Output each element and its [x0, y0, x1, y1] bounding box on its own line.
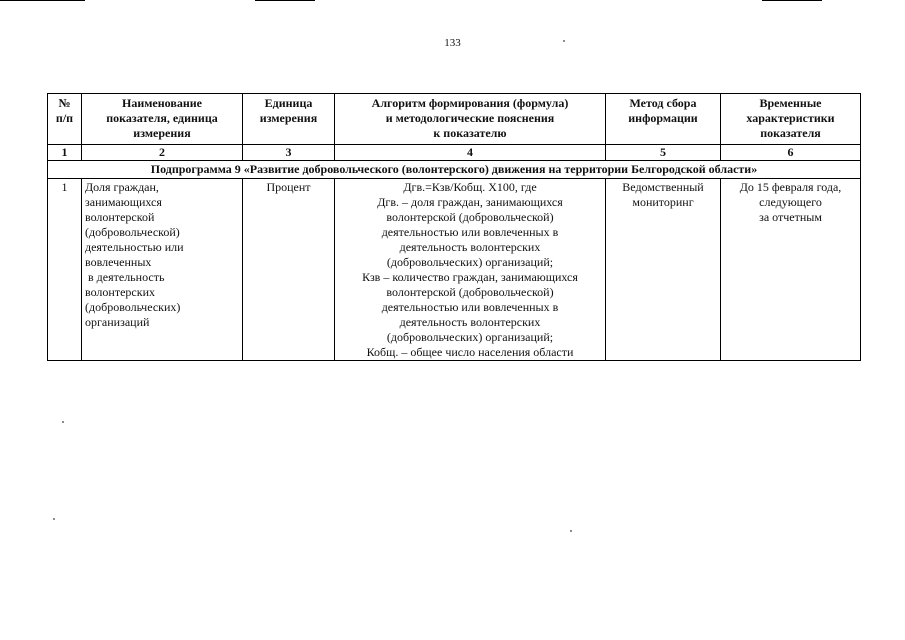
- scan-top-edge-left: [0, 0, 85, 1]
- indicator-method: Ведомственный мониторинг: [606, 179, 721, 361]
- header-timing: Временные характеристики показателя: [721, 94, 861, 145]
- header-method: Метод сбора информации: [606, 94, 721, 145]
- scan-speck: [62, 421, 64, 423]
- scan-speck: [53, 518, 55, 520]
- column-number: 2: [82, 145, 243, 161]
- subprogram-title: Подпрограмма 9 «Развитие добровольческого (волонтерского) движения на территории Белгородской области»: [48, 161, 861, 179]
- indicator-name: Доля граждан, занимающихся волонтерской (добровольческой) деятельностью или вовлеченных в деятельность волонтерских (добровольческих) организаций: [82, 179, 243, 361]
- indicator-algorithm: Дгв.=Кзв/Кобщ. Х100, где Дгв. – доля граждан, занимающихся волонтерской (добровольческой) деятельностью или вовлеченных в деятельность волонтерских (добровольческих) организаций; Кзв – количество граждан, занимающихся волонтерской (добровольческой) деятельностью или вовлеченных в деятельность волонтерских (добровольческих) организаций; Кобщ. – общее число населения области: [335, 179, 606, 361]
- header-algorithm: Алгоритм формирования (формула) и методологические пояснения к показателю: [335, 94, 606, 145]
- column-number: 5: [606, 145, 721, 161]
- page-number: 133: [444, 37, 461, 49]
- header-name: Наименование показателя, единица измерения: [82, 94, 243, 145]
- column-numbers-row: [48, 145, 861, 161]
- row-number: 1: [48, 179, 82, 361]
- column-number: 6: [721, 145, 861, 161]
- scan-top-edge-mid: [255, 0, 315, 1]
- scan-speck: [570, 530, 572, 532]
- column-number: 1: [48, 145, 82, 161]
- scan-top-edge-right: [762, 0, 822, 1]
- indicator-unit: Процент: [243, 179, 335, 361]
- header-num: № п/п: [48, 94, 82, 145]
- indicator-timing: До 15 февраля года, следующего за отчетным: [721, 179, 861, 361]
- indicators-table: [47, 93, 861, 361]
- header-unit: Единица измерения: [243, 94, 335, 145]
- subprogram-row: [48, 161, 861, 179]
- scan-speck: [563, 40, 565, 42]
- column-number: 3: [243, 145, 335, 161]
- column-number: 4: [335, 145, 606, 161]
- table-header-row: [48, 94, 861, 145]
- table-row: [48, 179, 861, 361]
